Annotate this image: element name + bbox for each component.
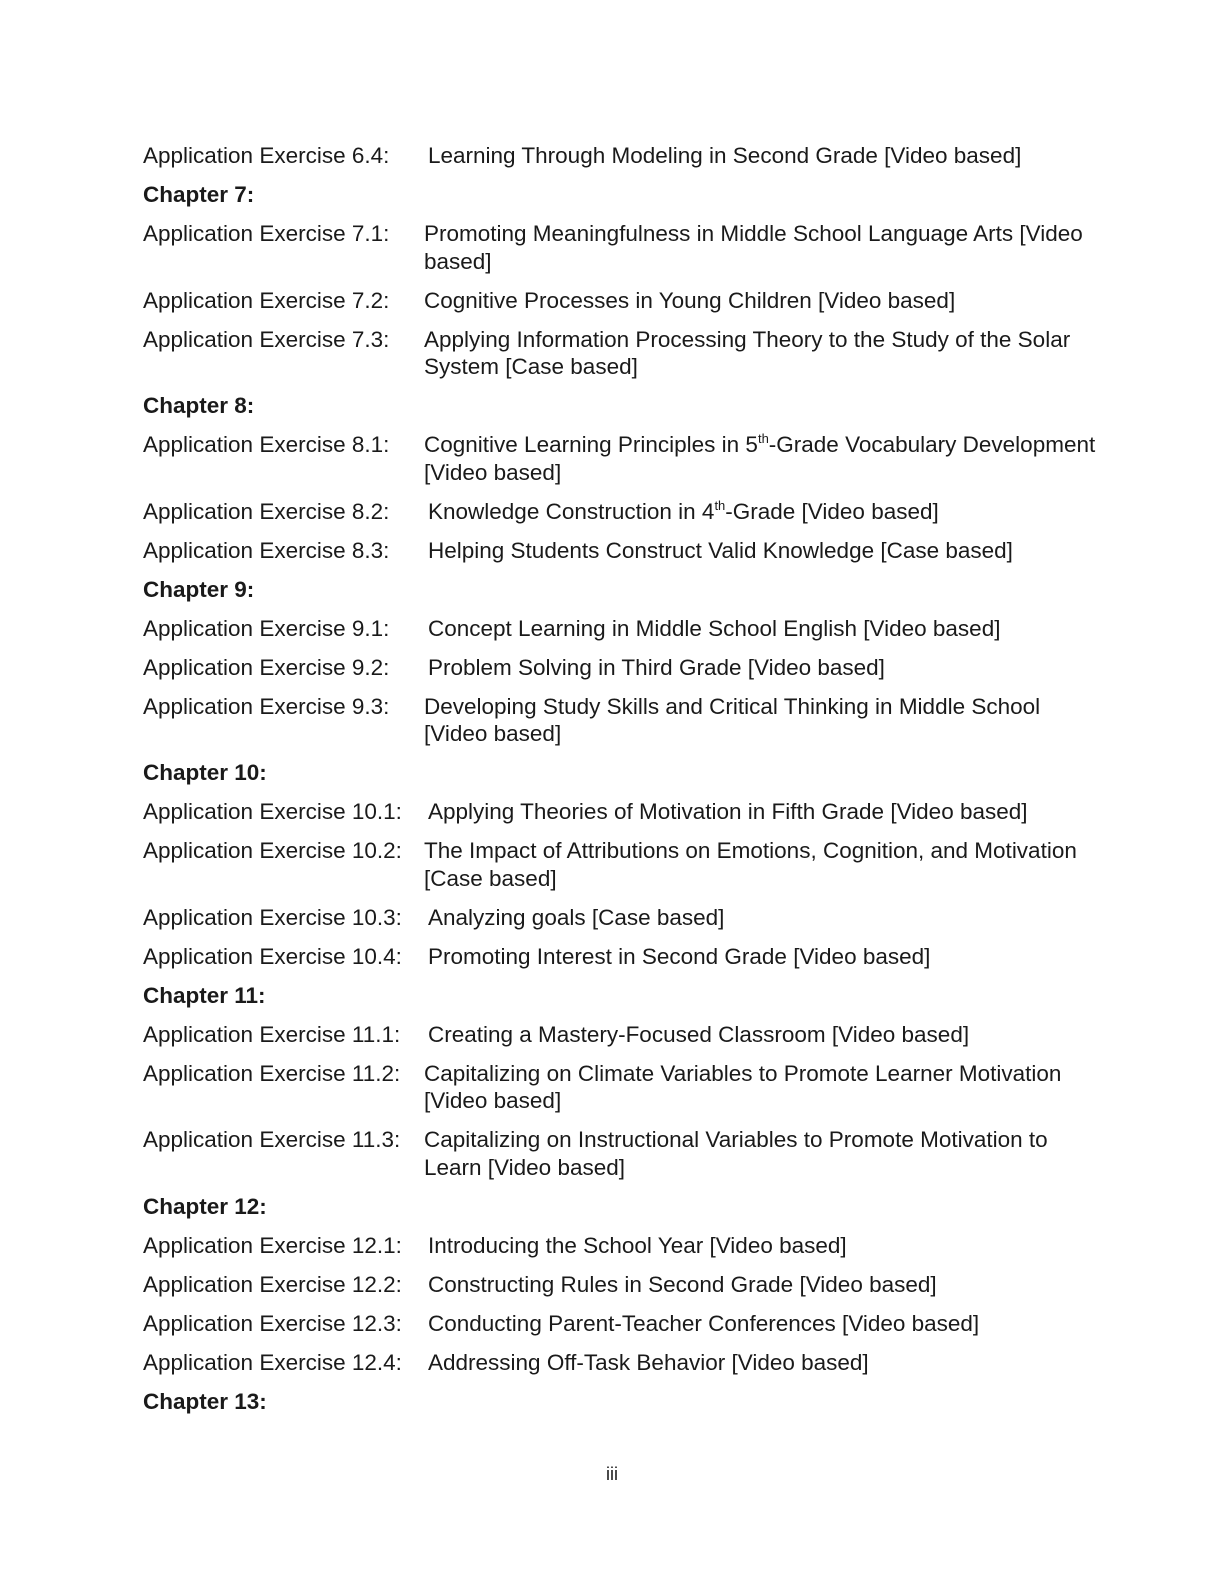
exercise-label: Application Exercise 8.2: xyxy=(143,498,390,524)
exercise-12-4 xyxy=(143,1349,1103,1377)
exercise-title: The Impact of Attributions on Emotions, Cognition, and Motivation [Case based] xyxy=(424,838,1077,891)
exercise-label: Application Exercise 8.1: xyxy=(143,432,390,457)
exercise-title: Addressing Off-Task Behavior [Video based] xyxy=(428,1349,869,1375)
exercise-label: Application Exercise 7.3: xyxy=(143,326,390,352)
exercise-10-2 xyxy=(143,837,1103,892)
exercise-6-4 xyxy=(143,142,1103,170)
exercise-7-3 xyxy=(143,326,1103,381)
exercise-title: Cognitive Learning Principles in 5th-Grade Vocabulary Development [Video based] xyxy=(424,431,1096,485)
exercise-label: Application Exercise 6.4: xyxy=(143,143,390,168)
exercise-label: Application Exercise 9.2: xyxy=(143,654,390,680)
exercise-title: Helping Students Construct Valid Knowledge [Case based] xyxy=(428,537,1013,563)
exercise-title: Learning Through Modeling in Second Grade [Video based] xyxy=(428,143,1022,168)
exercise-label: Application Exercise 10.4: xyxy=(143,943,402,969)
exercise-10-4 xyxy=(143,943,1103,971)
exercise-title: Constructing Rules in Second Grade [Video based] xyxy=(428,1271,937,1297)
exercise-7-1 xyxy=(143,220,1103,275)
exercise-12-3 xyxy=(143,1310,1103,1338)
exercise-label: Application Exercise 11.2: xyxy=(143,1060,401,1086)
exercise-label: Application Exercise 10.2: xyxy=(143,838,402,863)
exercise-8-3 xyxy=(143,537,1103,565)
exercise-11-2 xyxy=(143,1060,1103,1115)
chapter-10-heading: Chapter 10: xyxy=(143,760,267,785)
exercise-12-1 xyxy=(143,1232,1103,1260)
exercise-12-2 xyxy=(143,1271,1103,1299)
exercise-label: Application Exercise 9.3: xyxy=(143,693,390,719)
exercise-label: Application Exercise 10.1: xyxy=(143,799,402,824)
exercise-8-2 xyxy=(143,498,1103,526)
contents-list xyxy=(143,142,1103,1427)
exercise-title: Cognitive Processes in Young Children [Video based] xyxy=(424,287,956,313)
exercise-label: Application Exercise 10.3: xyxy=(143,904,402,930)
exercise-title: Capitalizing on Climate Variables to Promote Learner Motivation [Video based] xyxy=(424,1060,1062,1113)
exercise-11-1 xyxy=(143,1021,1103,1049)
exercise-title: Conducting Parent-Teacher Conferences [Video based] xyxy=(428,1310,980,1336)
exercise-label: Application Exercise 7.1: xyxy=(143,221,390,246)
ordinal-suffix: th xyxy=(757,431,769,446)
chapter-8-heading: Chapter 8: xyxy=(143,393,255,418)
exercise-title: Introducing the School Year [Video based] xyxy=(428,1232,847,1258)
exercise-label: Application Exercise 12.1: xyxy=(143,1232,402,1258)
exercise-title: Applying Theories of Motivation in Fifth Grade [Video based] xyxy=(428,799,1028,824)
exercise-7-2 xyxy=(143,287,1103,315)
exercise-9-3 xyxy=(143,693,1103,748)
chapter-12-heading: Chapter 12: xyxy=(143,1193,267,1219)
ordinal-suffix: th xyxy=(714,497,726,513)
exercise-8-1 xyxy=(143,431,1103,486)
exercise-label: Application Exercise 9.1: xyxy=(143,615,390,641)
exercise-label: Application Exercise 12.2: xyxy=(143,1271,402,1297)
page-number: iii xyxy=(606,1464,618,1484)
exercise-title: Applying Information Processing Theory to the Study of the Solar System [Case based] xyxy=(424,326,1071,379)
exercise-label: Application Exercise 12.4: xyxy=(143,1349,402,1375)
exercise-label: Application Exercise 7.2: xyxy=(143,287,390,313)
exercise-title: Concept Learning in Middle School English [Video based] xyxy=(428,615,1001,641)
exercise-title: Knowledge Construction in 4th-Grade [Video based] xyxy=(428,497,939,524)
exercise-label: Application Exercise 11.1: xyxy=(143,1021,401,1047)
chapter-13-heading: Chapter 13: xyxy=(143,1388,267,1414)
exercise-10-1 xyxy=(143,798,1103,826)
exercise-title: Creating a Mastery-Focused Classroom [Video based] xyxy=(428,1021,970,1047)
exercise-label: Application Exercise 12.3: xyxy=(143,1310,402,1336)
exercise-9-2 xyxy=(143,654,1103,682)
chapter-9-heading: Chapter 9: xyxy=(143,576,255,602)
exercise-title: Developing Study Skills and Critical Thinking in Middle School [Video based] xyxy=(424,693,1041,746)
chapter-11-heading: Chapter 11: xyxy=(143,982,266,1008)
exercise-label: Application Exercise 8.3: xyxy=(143,537,390,563)
exercise-10-3 xyxy=(143,904,1103,932)
exercise-9-1 xyxy=(143,615,1103,643)
exercise-title: Analyzing goals [Case based] xyxy=(428,904,725,930)
exercise-11-3 xyxy=(143,1126,1103,1181)
exercise-label: Application Exercise 11.3: xyxy=(143,1127,401,1152)
exercise-title: Promoting Interest in Second Grade [Video based] xyxy=(428,943,931,969)
exercise-title: Capitalizing on Instructional Variables to Promote Motivation to Learn [Video based] xyxy=(424,1127,1048,1180)
exercise-title: Promoting Meaningfulness in Middle School Language Arts [Video based] xyxy=(424,221,1083,274)
exercise-title: Problem Solving in Third Grade [Video based] xyxy=(428,654,885,680)
chapter-7-heading: Chapter 7: xyxy=(143,182,255,207)
